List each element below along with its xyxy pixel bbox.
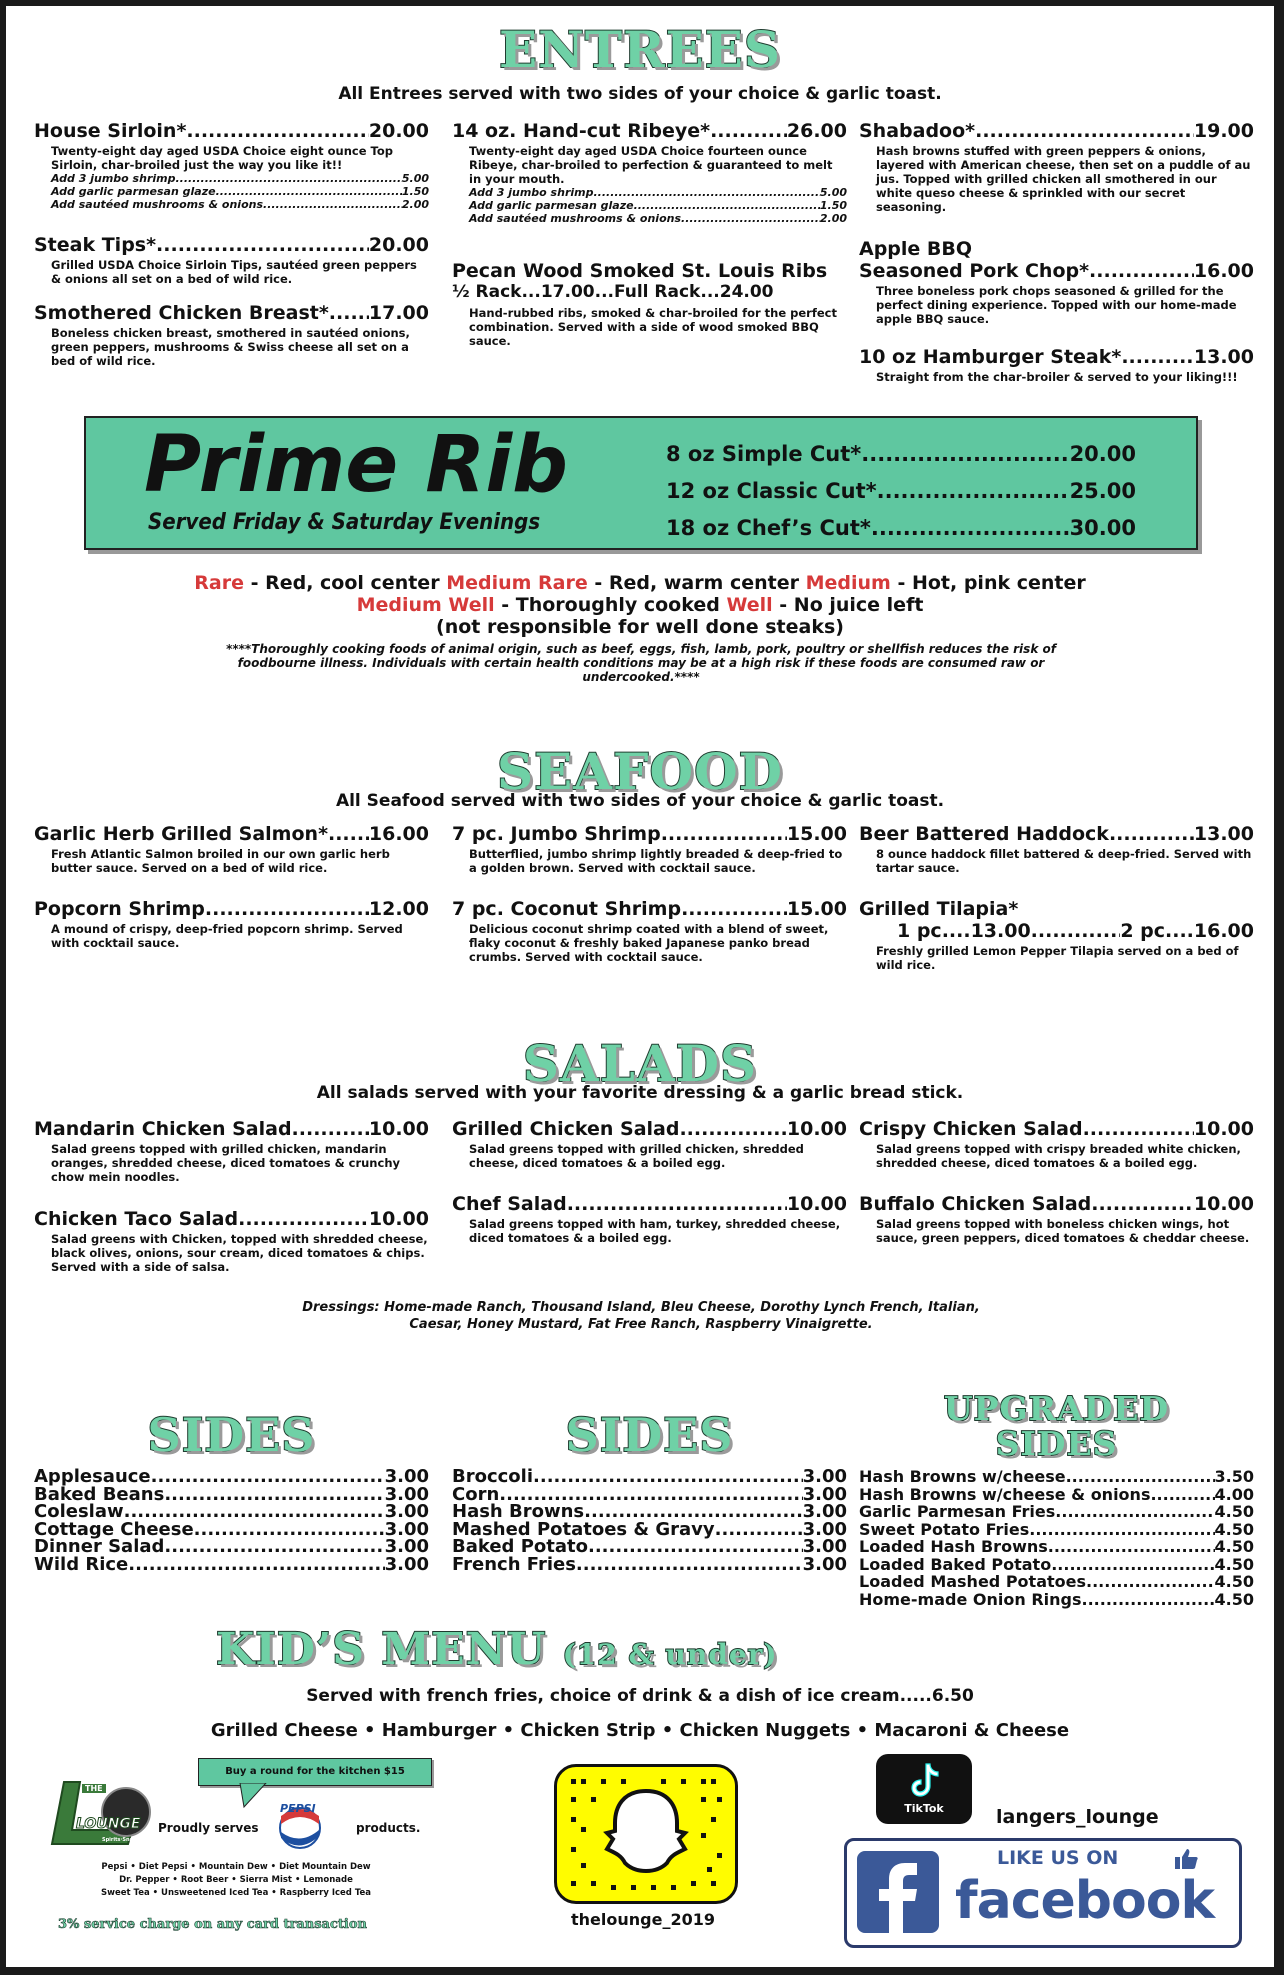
facebook-like-text: LIKE US ON (997, 1847, 1119, 1869)
menu-item-grilled-chicken-salad: Grilled Chicken Salad ..... 10.00 Salad greens topped with grilled chicken, shredded cheese, diced tomatoes & a boiled egg. (452, 1118, 847, 1170)
sides-heading-1: SIDES (147, 1408, 316, 1462)
entrees-subtitle: All Entrees served with two sides of your choice & garlic toast. (338, 84, 942, 104)
service-charge-note: 3% service charge on any card transaction (58, 1917, 367, 1932)
snapchat-code[interactable] (554, 1764, 738, 1904)
logo-lounge: LOUNGE (76, 1816, 141, 1832)
menu-item-steak-tips (34, 234, 429, 286)
item-desc: Twenty-eight day aged USDA Choice fourteen ounce Ribeye, char-broiled to perfection & guaranteed to melt in your mouth. (469, 144, 833, 186)
menu-page (6, 6, 1274, 1967)
kids-menu-items: Grilled Cheese • Hamburger • Chicken Strip • Chicken Nuggets • Macaroni & Cheese (210, 1720, 1070, 1741)
pepsi-logo (270, 1802, 332, 1852)
item-name: 14 oz. Hand-cut Ribeye* (452, 120, 711, 142)
item-name: Apple BBQ (859, 238, 973, 260)
drinks-list: Pepsi • Diet Pepsi • Mountain Dew • Diet Mountain Dew Dr. Pepper • Root Beer • Sierra Mist • Lemonade Sweet Tea • Unsweetened Iced Tea • Raspberry Iced Tea (101, 1862, 371, 1898)
tiktok-label: TikTok (904, 1802, 944, 1815)
callout-tail-icon (238, 1783, 268, 1809)
tiktok-note-icon (910, 1762, 940, 1798)
item-price: 16.00 (1193, 260, 1254, 282)
menu-item-house-sirloin (34, 120, 429, 211)
add-on: Add garlic parmesan glaze ..... 1.50 (51, 185, 429, 198)
item-desc: Grilled USDA Choice Sirloin Tips, sautéed green peppers & onions all set on a bed of wild rice. (51, 258, 417, 286)
logo-tagline: Spirits·Snacks·Games (102, 1837, 164, 1843)
upgraded-sides-heading: UPGRADED SIDES (943, 1389, 1170, 1463)
menu-item-salmon: Garlic Herb Grilled Salmon* ..... 16.00 Fresh Atlantic Salmon broiled in our own garlic herb butter sauce. Served on a bed of wild rice. (34, 823, 429, 875)
prime-rib-banner (84, 416, 1198, 550)
add-on: Add 3 jumbo shrimp ..... 5.00 (51, 172, 429, 185)
menu-item-popcorn-shrimp: Popcorn Shrimp ..... 12.00 A mound of crispy, deep-fried popcorn shrimp. Served with cocktail sauce. (34, 898, 429, 950)
well-done-disclaimer: (not responsible for well done steaks) (436, 616, 844, 638)
facebook-f-icon (857, 1851, 939, 1933)
menu-item-chef-salad: Chef Salad ..... 10.00 Salad greens topped with ham, turkey, shredded cheese, diced tomatoes & a boiled egg. (452, 1193, 847, 1245)
menu-item-ribeye (452, 120, 847, 225)
seafood-subtitle: All Seafood served with two sides of your choice & garlic toast. (335, 791, 945, 811)
item-price: ½ Rack...17.00...Full Rack...24.00 (452, 282, 774, 302)
prime-rib-title: Prime Rib (144, 420, 568, 510)
kids-menu-heading: KID’S MENU (12 & under) (216, 1624, 778, 1675)
dressings-list: Dressings: Home-made Ranch, Thousand Island, Bleu Cheese, Dorothy Lynch French, Italian, Caesar, Honey Mustard, Fat Free Ranch, Raspberry Vinaigrette. (302, 1300, 980, 1332)
menu-item-shabadoo (859, 120, 1254, 214)
entrees-heading: ENTREES (499, 20, 781, 79)
steak-temperatures: Rare - Red, cool center Medium Rare - Red, warm center Medium - Hot, pink center Medium Well - Thoroughly cooked Well - No juice left (not responsible for well done steaks) (6, 572, 1274, 638)
item-price: 20.00 (368, 120, 429, 142)
sides-list-2: Broccoli ..... 3.00 Corn ..... 3.00 Hash Browns ..... 3.00 Mashed Potatoes & Gravy ..... 3.00 Baked Potato ..... 3.00 French Fries ..... 3.00 (452, 1468, 847, 1573)
thumbs-up-icon (1173, 1847, 1199, 1871)
pepsi-label: PEPSI (280, 1802, 316, 1815)
item-name: Pecan Wood Smoked St. Louis Ribs (452, 260, 828, 282)
item-desc: Boneless chicken breast, smothered in sautéed onions, green peppers, mushrooms & Swiss cheese all set on a bed of wild rice. (51, 326, 410, 368)
add-on: Add sautéed mushrooms & onions ..... 2.00 (51, 198, 429, 211)
menu-item-pork-chop (859, 238, 1254, 326)
prime-rib-cut: 8 oz Simple Cut* ..... 20.00 (666, 436, 1136, 473)
add-on: Add 3 jumbo shrimp ..... 5.00 (469, 186, 847, 199)
item-price: 26.00 (786, 120, 847, 142)
snapchat-handle: thelounge_2019 (571, 1910, 715, 1929)
item-price: 19.00 (1193, 120, 1254, 142)
menu-item-crispy-chicken-salad: Crispy Chicken Salad ..... 10.00 Salad greens topped with crispy breaded white chicken, shredded cheese, diced tomatoes & a boiled egg. (859, 1118, 1254, 1170)
logo-the: THE (82, 1784, 106, 1793)
menu-item-jumbo-shrimp: 7 pc. Jumbo Shrimp ..... 15.00 Butterflied, jumbo shrimp lightly breaded & deep-fried to a golden brown. Served with cocktail sauce. (452, 823, 847, 875)
sides-heading-2: SIDES (565, 1408, 734, 1462)
upgraded-sides-list: Hash Browns w/cheese ..... 3.50 Hash Browns w/cheese & onions ..... 4.00 Garlic Parmesan Fries ..... 4.50 Sweet Potato Fries ..... 4.50 Loaded Hash Browns ..... 4.50 Loaded Baked Potato ..... 4.50 Loaded Mashed Potatoes ..... 4.50 Home-made Onion Rings ..... 4.50 (859, 1468, 1254, 1608)
snapchat-ghost-icon (557, 1767, 735, 1901)
salads-heading: SALADS (522, 1034, 758, 1093)
products-label: products. (356, 1821, 421, 1835)
menu-item-taco-salad: Chicken Taco Salad ..... 10.00 Salad greens with Chicken, topped with shredded cheese, black olives, onions, sour cream, diced tomatoes & chips. Served with a side of salsa. (34, 1208, 429, 1274)
consumer-warning: ****Thoroughly cooking foods of animal origin, such as beef, eggs, fish, lamb, pork, poultry or shellfish reduces the risk of foodbourne illness. Individuals with certain health conditions may be at a high risk if these foods are consumed raw or undercooked.**** (226, 642, 1056, 684)
kids-menu-subtitle: Served with french fries, choice of drink & a dish of ice cream.....6.50 (306, 1686, 974, 1706)
item-name: Steak Tips* (34, 234, 157, 256)
prime-rib-subtitle: Served Friday & Saturday Evenings (148, 510, 541, 535)
sides-list-1: Applesauce ..... 3.00 Baked Beans ..... 3.00 Coleslaw ..... 3.00 Cottage Cheese ..... 3.00 Dinner Salad ..... 3.00 Wild Rice ..... 3.00 (34, 1468, 429, 1573)
item-price: 17.00 (368, 302, 429, 324)
tiktok-handle: langers_lounge (996, 1806, 1159, 1828)
add-on: Add sautéed mushrooms & onions ..... 2.00 (469, 212, 847, 225)
facebook-like-banner[interactable] (844, 1838, 1242, 1948)
menu-item-haddock: Beer Battered Haddock ..... 13.00 8 ounce haddock fillet battered & deep-fried. Served with tartar sauce. (859, 823, 1254, 875)
menu-item-ribs (452, 260, 847, 348)
lounge-logo (46, 1778, 164, 1852)
menu-item-mandarin-salad: Mandarin Chicken Salad ..... 10.00 Salad greens topped with grilled chicken, mandarin oranges, shredded cheese, diced tomatoes & crunchy chow mein noodles. (34, 1118, 429, 1184)
item-desc: Three boneless pork chops seasoned & grilled for the perfect dining experience. Topped with our home-made apple BBQ sauce. (876, 284, 1237, 326)
menu-item-coconut-shrimp: 7 pc. Coconut Shrimp ..... 15.00 Delicious coconut shrimp coated with a blend of sweet, flaky coconut & freshly baked Japanese panko bread crumbs. Served with cocktail sauce. (452, 898, 847, 964)
item-desc: Straight from the char-broiler & served to your liking!!! (876, 370, 1238, 384)
kitchen-round-callout: Buy a round for the kitchen $15 (198, 1758, 432, 1786)
item-name: Shabadoo* (859, 120, 976, 142)
item-desc: Twenty-eight day aged USDA Choice eight ounce Top Sirloin, char-broiled just the way you like it!! (51, 144, 393, 172)
menu-item-hamburger-steak (859, 346, 1254, 384)
item-desc: Hash browns stuffed with green peppers & onions, layered with American cheese, then set on a puddle of au jus. Topped with grilled chicken all smothered in our white queso cheese & sprinkled with our secret seasoning. (876, 144, 1251, 214)
item-name: House Sirloin* (34, 120, 187, 142)
proudly-serves: Proudly serves (158, 1821, 259, 1835)
item-price: 13.00 (1193, 346, 1254, 368)
tiktok-logo[interactable] (876, 1754, 972, 1824)
facebook-wordmark: facebook (955, 1871, 1215, 1931)
item-name: Smothered Chicken Breast* (34, 302, 329, 324)
menu-item-smothered-chicken (34, 302, 429, 368)
add-on: Add garlic parmesan glaze ..... 1.50 (469, 199, 847, 212)
item-desc: Hand-rubbed ribs, smoked & char-broiled for the perfect combination. Served with a side of wood smoked BBQ sauce. (469, 306, 837, 348)
menu-item-buffalo-chicken-salad: Buffalo Chicken Salad ..... 10.00 Salad greens topped with boneless chicken wings, hot sauce, green peppers, diced tomatoes & cheddar cheese. (859, 1193, 1254, 1245)
salads-subtitle: All salads served with your favorite dressing & a garlic bread stick. (316, 1083, 964, 1103)
item-price: 20.00 (368, 234, 429, 256)
item-name: Seasoned Pork Chop* (859, 260, 1090, 282)
prime-rib-cut: 12 oz Classic Cut* ..... 25.00 (666, 473, 1136, 510)
prime-rib-cut: 18 oz Chef’s Cut* ..... 30.00 (666, 510, 1136, 547)
item-name: 10 oz Hamburger Steak* (859, 346, 1122, 368)
menu-item-tilapia: Grilled Tilapia* 1 pc....13.00 ..... 2 pc....16.00 Freshly grilled Lemon Pepper Tilapia served on a bed of wild rice. (859, 898, 1254, 972)
seafood-heading: SEAFOOD (497, 742, 783, 801)
